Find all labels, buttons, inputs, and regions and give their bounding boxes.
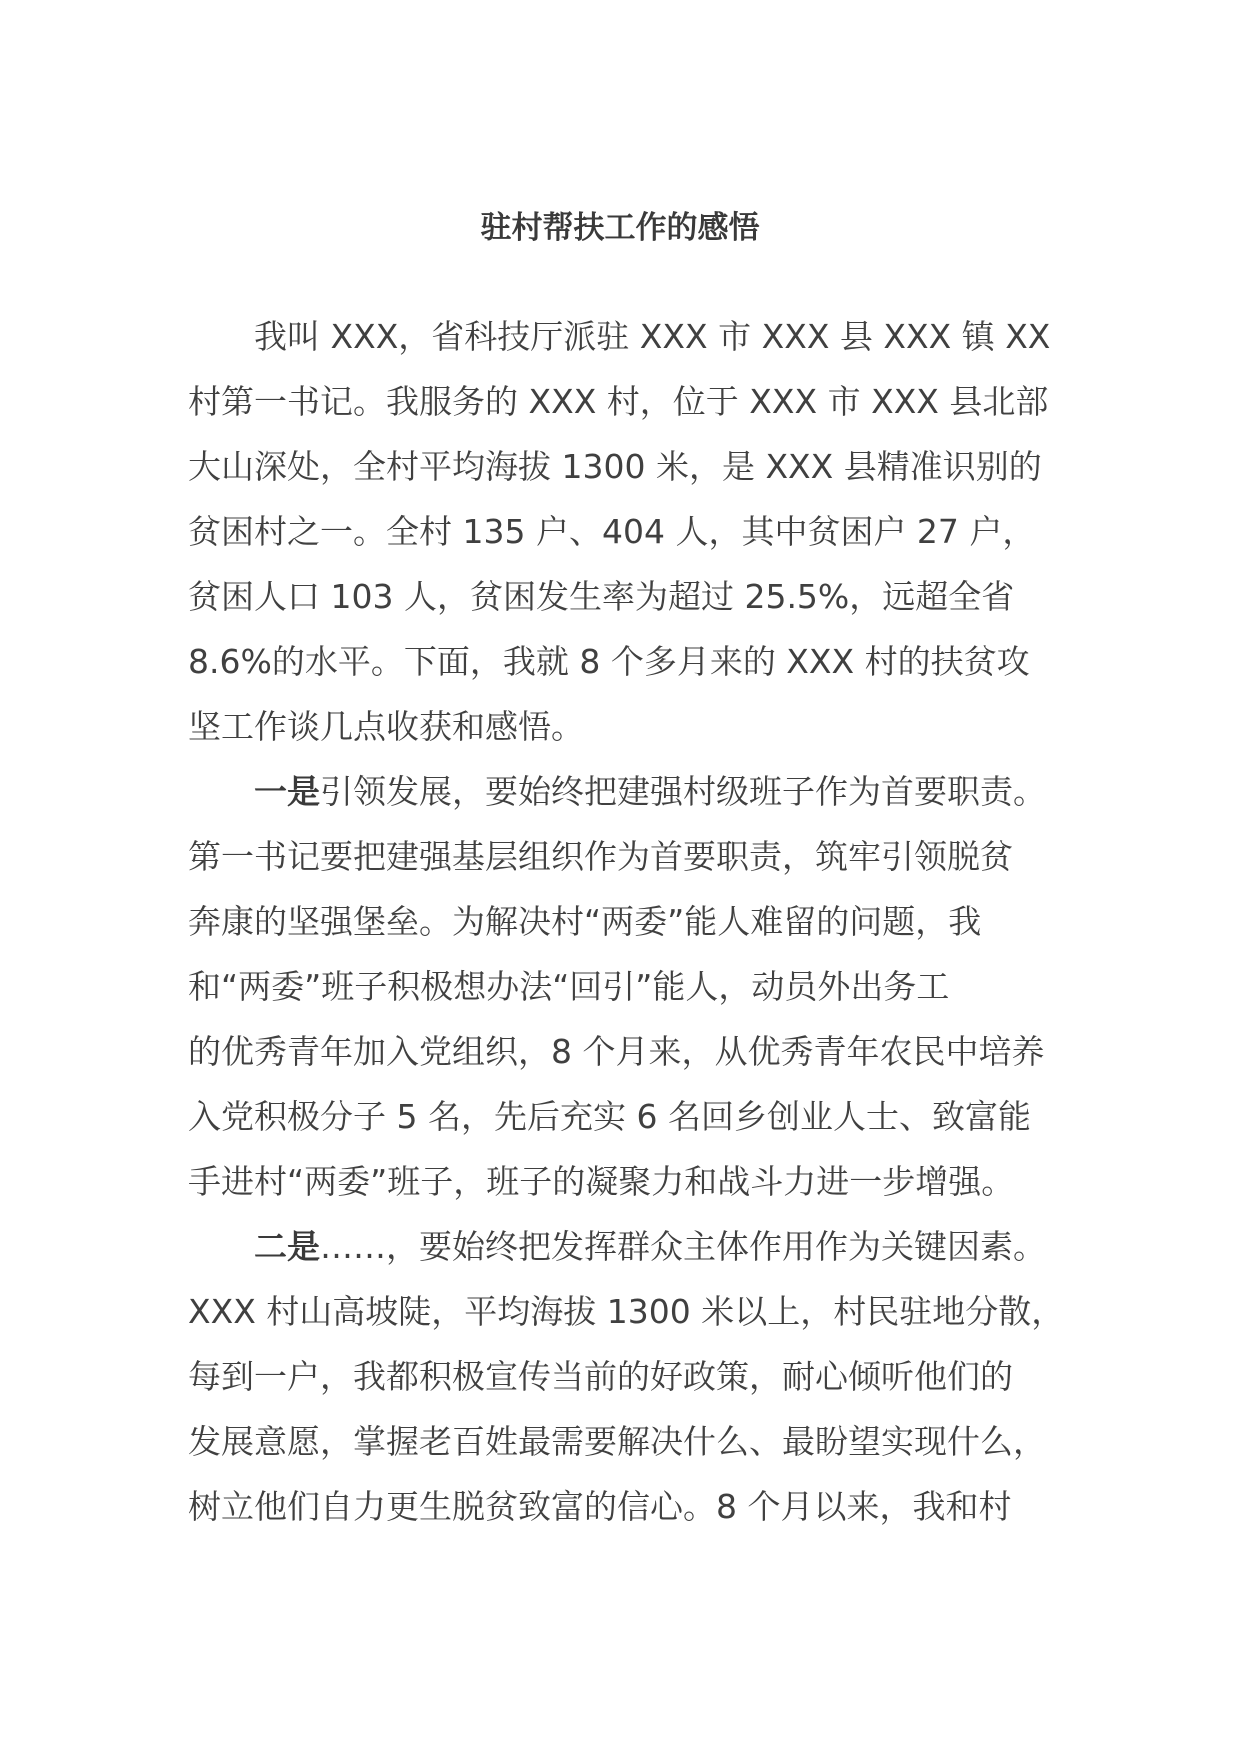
point-heading-text: ……，要始终把发挥群众主体作用作为关键因素。 [320, 1227, 1046, 1266]
paragraph-intro [188, 304, 1068, 759]
paragraph-line: 的优秀青年加入党组织，8 个月来，从优秀青年农民中培养 [188, 1032, 1045, 1071]
paragraph-line: 贫困村之一。全村 135 户、404 人，其中贫困户 27 户， [188, 512, 1036, 551]
paragraph-line: 入党积极分子 5 名，先后充实 6 名回乡创业人士、致富能 [188, 1097, 1031, 1136]
paragraph-line: 第一书记要把建强基层组织作为首要职责，筑牢引领脱贫 [188, 837, 1013, 876]
paragraph-point-two [188, 1214, 1068, 1539]
paragraph-line: 发展意愿，掌握老百姓最需要解决什么、最盼望实现什么， [188, 1422, 1046, 1461]
document-title: 驻村帮扶工作的感悟 [480, 210, 760, 246]
paragraph-line: 坚工作谈几点收获和感悟。 [188, 707, 584, 746]
point-heading-text: 引领发展，要始终把建强村级班子作为首要职责。 [320, 772, 1046, 811]
paragraph-line: 奔康的坚强堡垒。为解决村“两委”能人难留的问题，我 [188, 902, 982, 941]
paragraph-line: 我叫 XXX，省科技厅派驻 XXX 市 XXX 县 XXX 镇 XX [254, 317, 1051, 356]
paragraph-first-line [188, 759, 1068, 824]
point-lead-label: 一是 [254, 772, 320, 811]
paragraph-line: 大山深处，全村平均海拔 1300 米，是 XXX 县精准识别的 [188, 447, 1042, 486]
paragraph-line: XXX 村山高坡陡，平均海拔 1300 米以上，村民驻地分散， [188, 1292, 1065, 1331]
paragraph-line: 村第一书记。我服务的 XXX 村，位于 XXX 市 XXX 县北部 [188, 382, 1049, 421]
paragraph-point-one [188, 759, 1068, 1214]
paragraph-line: 每到一户，我都积极宣传当前的好政策，耐心倾听他们的 [188, 1357, 1013, 1396]
document-body [188, 304, 1068, 1539]
point-lead-label: 二是 [254, 1227, 320, 1266]
paragraph-line: 和“两委”班子积极想办法“回引”能人，动员外出务工 [188, 967, 950, 1006]
paragraph-line: 手进村“两委”班子，班子的凝聚力和战斗力进一步增强。 [188, 1162, 1015, 1201]
paragraph-line: 树立他们自力更生脱贫致富的信心。8 个月以来，我和村 [188, 1487, 1012, 1526]
paragraph-line: 8.6%的水平。下面，我就 8 个多月来的 XXX 村的扶贫攻 [188, 642, 1030, 681]
paragraph-first-line [188, 1214, 1068, 1279]
paragraph-line: 贫困人口 103 人，贫困发生率为超过 25.5%，远超全省 [188, 577, 1015, 616]
